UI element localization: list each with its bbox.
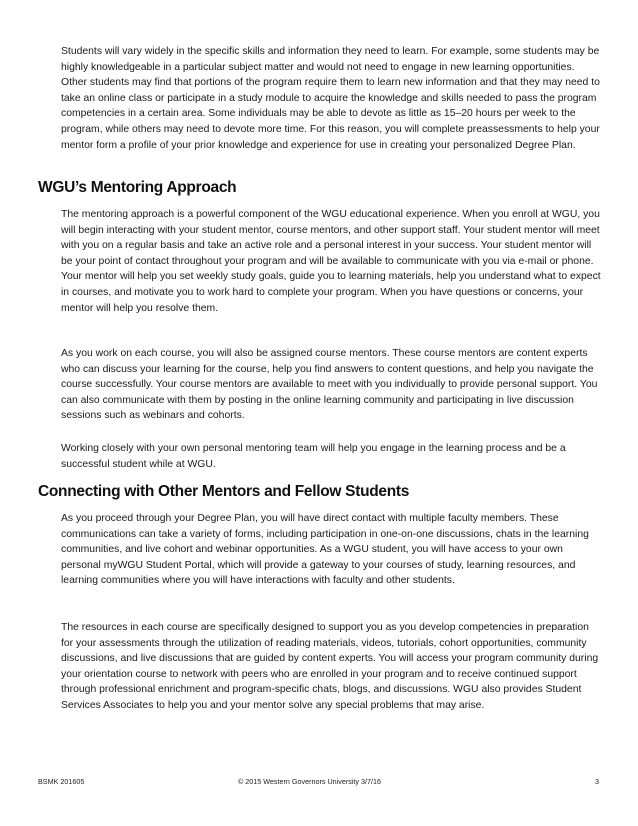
heading-mentoring-approach: WGU’s Mentoring Approach xyxy=(38,179,237,196)
footer-code: BSMK 201605 xyxy=(38,777,85,786)
footer-copyright: © 2015 Western Governors University 3/7/16 xyxy=(238,777,381,786)
heading-connecting-mentors: Connecting with Other Mentors and Fellow Students xyxy=(38,483,410,500)
paragraph-connecting-1: As you proceed through your Degree Plan, you will have direct contact with multiple faculty members. These communications can take a variety of forms, including participation in one-on-one discussions, chats in the learning communities, and live cohort and webinar opportunities. As a WGU student, you will have access to your own personal myWGU Student Portal, which will provide a gateway to your courses of study, learning resources, and learning communities where you will have interactions with faculty and other students. xyxy=(61,513,589,587)
paragraph-connecting-2: The resources in each course are specifically designed to support you as you develop competencies in preparation for your assessments through the utilization of reading materials, videos, tutorials, cohort opportunities, community discussions, and live discussions that are guided by content experts. You will access your program community during your orientation course to network with peers who are enrolled in your program and to receive continued support through professional enrichment and program-specific chats, blogs, and discussions. WGU also provides Student Services Associates to help you and your mentor solve any special problems that may arise. xyxy=(61,622,599,711)
paragraph-mentoring-2: As you work on each course, you will also be assigned course mentors. These course mentors are content experts who can discuss your learning for the course, help you find answers to content questions, and help you navigate the course successfully. Your course mentors are available to meet with you individually to provide personal support. You can also communicate with them by posting in the online learning community and participating in live discussion sessions such as webinars and cohorts. xyxy=(61,348,598,422)
paragraph-intro: Students will vary widely in the specific skills and information they need to learn. For example, some students may be highly knowledgeable in a particular subject matter and would not need to engage in new learning opportunities. Other students may find that portions of the program require them to learn new information and that they may need to take an online class or participate in a study module to acquire the knowledge and skills needed to pass the program competencies in a certain area. Some individuals may be able to devote as little as 15–20 hours per week to the program, while others may need to devote more time. For this reason, you will complete preassessments to help your mentor form a profile of your prior knowledge and experience for use in creating your personalized Degree Plan. xyxy=(61,46,600,151)
paragraph-mentoring-3: Working closely with your own personal mentoring team will help you engage in the learning process and be a successful student while at WGU. xyxy=(61,443,566,470)
footer-page-number: 3 xyxy=(595,777,599,786)
paragraph-mentoring-1: The mentoring approach is a powerful component of the WGU educational experience. When you enroll at WGU, you will begin interacting with your student mentor, course mentors, and other support staff. Your student mentor will meet with you on a regular basis and take an active role and a personal interest in your success. Your student mentor will be your point of contact throughout your program and will be available to communicate with you via e-mail or phone. Your mentor will help you set weekly study goals, guide you to learning materials, help you understand what to expect in courses, and motivate you to work hard to complete your program. When you have questions or concerns, your mentor will help you resolve them. xyxy=(61,209,601,314)
